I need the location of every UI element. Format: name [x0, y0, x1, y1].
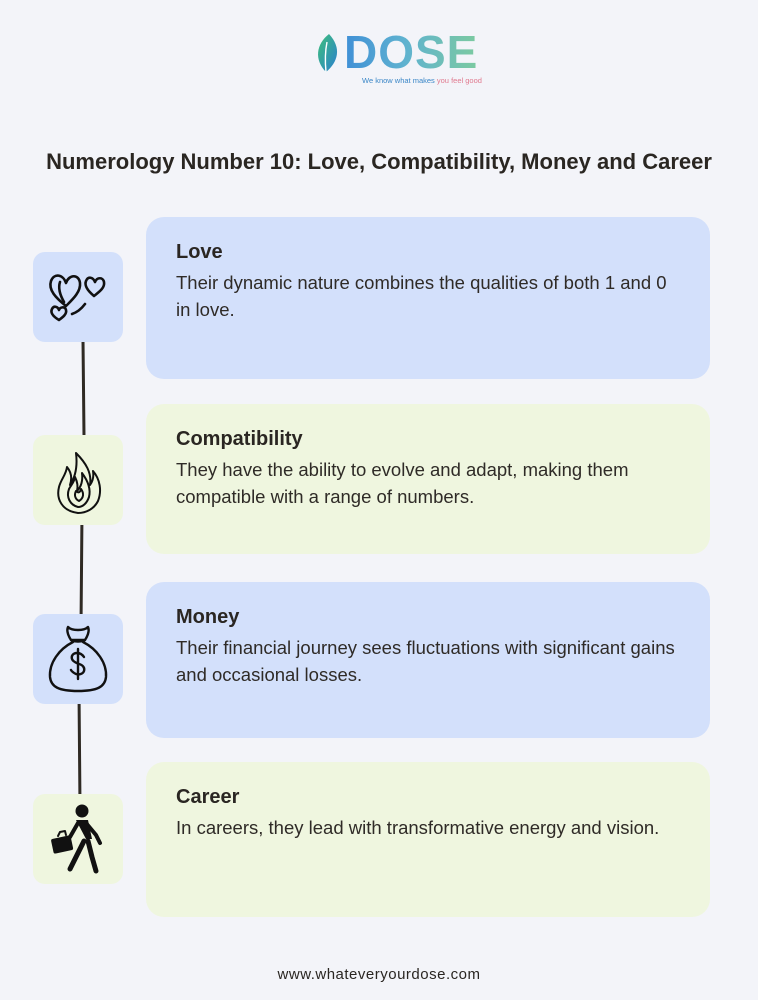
career-heading: Career [176, 786, 240, 808]
love-text: Their dynamic nature combines the qualities of both 1 and 0 in love. [176, 272, 667, 320]
compatibility-heading: Compatibility [176, 428, 303, 450]
career-card [146, 762, 710, 917]
logo-tagline: We know what makes you feel good [362, 76, 482, 85]
compatibility-text: They have the ability to evolve and adapt, making them compatible with a range of numbers. [176, 459, 629, 507]
leaf-icon [312, 32, 346, 76]
logo-wordmark: DOSE [344, 26, 479, 78]
compatibility-card [146, 404, 710, 554]
hearts-icon [42, 262, 114, 332]
career-text: In careers, they lead with transformative energy and vision. [176, 817, 660, 838]
love-icon-box [33, 252, 123, 342]
love-heading: Love [176, 241, 223, 263]
timeline-connector [78, 702, 82, 796]
walking-businessman-icon [48, 803, 108, 875]
flame-icon [48, 443, 108, 517]
money-bag-icon [45, 623, 111, 695]
timeline-connector [81, 340, 85, 436]
love-card [146, 217, 710, 379]
money-text: Their financial journey sees fluctuations with significant gains and occasional losses. [176, 637, 675, 685]
career-icon-box [33, 794, 123, 884]
footer-url: www.whateveryourdose.com [277, 966, 481, 983]
timeline-connector [80, 523, 84, 616]
money-card [146, 582, 710, 738]
dose-logo [312, 26, 492, 86]
money-heading: Money [176, 606, 240, 628]
page-title: Numerology Number 10: Love, Compatibility, Money and Career [46, 149, 712, 174]
compatibility-icon-box [33, 435, 123, 525]
money-icon-box [33, 614, 123, 704]
